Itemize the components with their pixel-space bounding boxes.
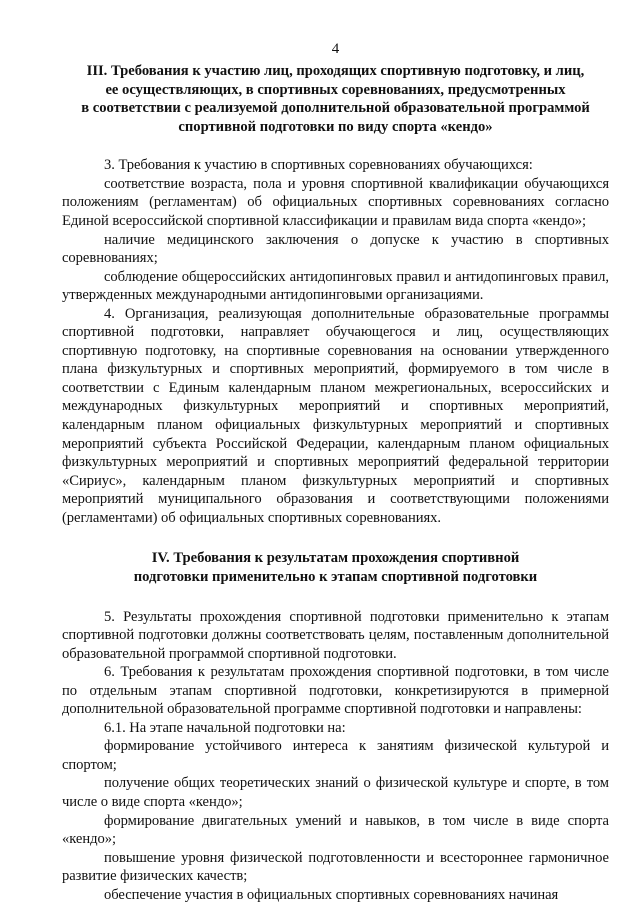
list-item-theory: получение общих теоретических знаний о физической культуре и спорте, в том числе о виде спорта «кендо»; — [62, 774, 609, 811]
paragraph-age-compliance: соответствие возраста, пола и уровня спортивной квалификации обучающихся положениям (регламентам) об официальных спортивных соревнованиях согласно Единой всероссийской спортивной классификации и правилам вида спорта «кендо»; — [62, 175, 609, 231]
list-item-competition: обеспечение участия в официальных спортивных соревнованиях начиная — [62, 886, 609, 904]
section-4-heading-line: подготовки применительно к этапам спортивной подготовки — [62, 568, 609, 587]
section-4-heading-line: IV. Требования к результатам прохождения спортивной — [62, 549, 609, 568]
paragraph-4: 4. Организация, реализующая дополнительные образовательные программы спортивной подготовки, направляет обучающегося и лиц, осуществляющих спортивную подготовку, на спортивные соревнования на основании утвержденного плана физкультурных и спортивных мероприятий, формируемого в том числе в соответствии с Единым календарным планом межрегиональных, всероссийских и международных физкультурных мероприятий и спортивных мероприятий, календарным планом официальных физкультурных мероприятий и спортивных мероприятий субъекта Российской Федерации, календарным планом официальных физкультурных мероприятий и спортивных мероприятий федеральной территории «Сириус», календарным планом физкультурных мероприятий и спортивных мероприятий муниципального образования и соответствующими положениями (регламентами) об официальных спортивных соревнованиях. — [62, 305, 609, 528]
section-4-body — [62, 608, 609, 904]
section-3-heading-line: ее осуществляющих, в спортивных соревнованиях, предусмотренных — [62, 81, 609, 100]
paragraph-3: 3. Требования к участию в спортивных соревнованиях обучающихся: — [62, 156, 609, 175]
paragraph-5: 5. Результаты прохождения спортивной подготовки применительно к этапам спортивной подготовки должны соответствовать целям, поставленным дополнительной образовательной программой спортивной подготовки. — [62, 608, 609, 664]
paragraph-6: 6. Требования к результатам прохождения спортивной подготовки, в том числе по отдельным этапам спортивной подготовки, конкретизируются в примерной дополнительной образовательной программе спортивной подготовки и направлены: — [62, 663, 609, 719]
list-item-motor-skills: формирование двигательных умений и навыков, в том числе в виде спорта «кендо»; — [62, 812, 609, 849]
section-3-heading-line: спортивной подготовки по виду спорта «кендо» — [62, 118, 609, 137]
section-4-heading — [62, 549, 609, 586]
section-3-body — [62, 156, 609, 527]
paragraph-medical-clearance: наличие медицинского заключения о допуске к участию в спортивных соревнованиях; — [62, 231, 609, 268]
section-3-heading-line: в соответствии с реализуемой дополнительной образовательной программой — [62, 99, 609, 118]
section-3-heading-line: III. Требования к участию лиц, проходящих спортивную подготовку, и лиц, — [62, 62, 609, 81]
paragraph-anti-doping: соблюдение общероссийских антидопинговых правил и антидопинговых правил, утвержденных международными антидопинговыми организациями. — [62, 268, 609, 305]
list-item-interest: формирование устойчивого интереса к занятиям физической культурой и спортом; — [62, 737, 609, 774]
page-number: 4 — [62, 40, 609, 58]
list-item-fitness: повышение уровня физической подготовленности и всестороннее гармоничное развитие физических качеств; — [62, 849, 609, 886]
section-3-heading — [62, 62, 609, 136]
paragraph-6-1: 6.1. На этапе начальной подготовки на: — [62, 719, 609, 738]
